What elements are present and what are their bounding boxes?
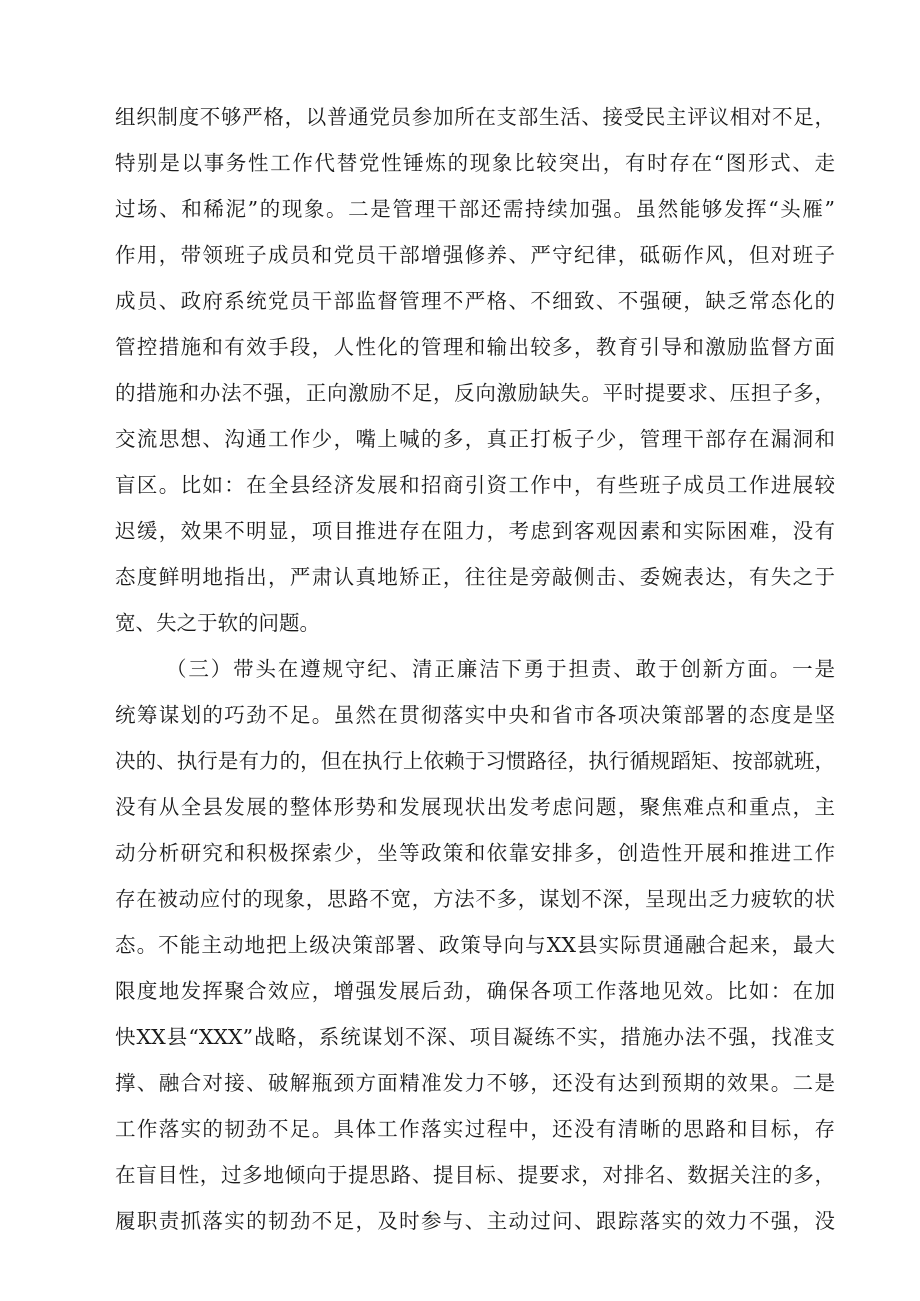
paragraph-line: 作用，带领班子成员和党员干部增强修养、严守纪律，砥砺作风，但对班子 <box>115 243 835 267</box>
paragraph-line: 没有从全县发展的整体形势和发展现状出发考虑问题，聚焦难点和重点，主 <box>115 795 835 819</box>
paragraph-line: 统筹谋划的巧劲不足。虽然在贯彻落实中央和省市各项决策部署的态度是坚 <box>115 703 835 727</box>
paragraph-line: 工作落实的韧劲不足。具体工作落实过程中，还没有清晰的思路和目标，存 <box>115 1117 835 1141</box>
paragraph-line: 特别是以事务性工作代替党性锤炼的现象比较突出，有时存在“图形式、走 <box>115 151 835 175</box>
paragraph-line: 快XX县“XXX”战略，系统谋划不深、项目凝练不实，措施办法不强，找准支 <box>115 1025 835 1049</box>
paragraph-line: 态。不能主动地把上级决策部署、政策导向与XX县实际贯通融合起来，最大 <box>115 933 835 957</box>
paragraph-line: 管控措施和有效手段，人性化的管理和输出较多，教育引导和激励监督方面 <box>115 335 835 359</box>
paragraph-line: 盲区。比如：在全县经济发展和招商引资工作中，有些班子成员工作进展较 <box>115 473 835 497</box>
paragraph-line: 存在被动应付的现象，思路不宽，方法不多，谋划不深，呈现出乏力疲软的状 <box>115 887 835 911</box>
paragraph-line: 决的、执行是有力的，但在执行上依赖于习惯路径，执行循规蹈矩、按部就班， <box>115 749 835 773</box>
paragraph-line: 态度鲜明地指出，严肃认真地矫正，往往是旁敲侧击、委婉表达，有失之于 <box>115 565 835 589</box>
paragraph-line: 交流思想、沟通工作少，嘴上喊的多，真正打板子少，管理干部存在漏洞和 <box>115 427 835 451</box>
section-heading-line: （三）带头在遵规守纪、清正廉洁下勇于担责、敢于创新方面。一是 <box>166 657 835 681</box>
paragraph-line: 的措施和办法不强，正向激励不足，反向激励缺失。平时提要求、压担子多， <box>115 381 835 405</box>
paragraph-line: 成员、政府系统党员干部监督管理不严格、不细致、不强硬，缺乏常态化的 <box>115 289 835 313</box>
paragraph-line: 履职责抓落实的韧劲不足，及时参与、主动过问、跟踪落实的效力不强，没 <box>115 1209 835 1233</box>
paragraph-line: 宽、失之于软的问题。 <box>115 611 320 635</box>
paragraph-line: 限度地发挥聚合效应，增强发展后劲，确保各项工作落地见效。比如：在加 <box>115 979 835 1003</box>
paragraph-line: 动分析研究和积极探索少，坐等政策和依靠安排多，创造性开展和推进工作 <box>115 841 835 865</box>
paragraph-line: 撑、融合对接、破解瓶颈方面精准发力不够，还没有达到预期的效果。二是 <box>115 1071 835 1095</box>
paragraph-line: 在盲目性，过多地倾向于提思路、提目标、提要求，对排名、数据关注的多， <box>115 1163 835 1187</box>
paragraph-line: 组织制度不够严格，以普通党员参加所在支部生活、接受民主评议相对不足， <box>115 105 835 129</box>
paragraph-line: 过场、和稀泥”的现象。二是管理干部还需持续加强。虽然能够发挥“头雁” <box>115 197 835 221</box>
paragraph-line: 迟缓，效果不明显，项目推进存在阻力，考虑到客观因素和实际困难，没有 <box>115 519 835 543</box>
